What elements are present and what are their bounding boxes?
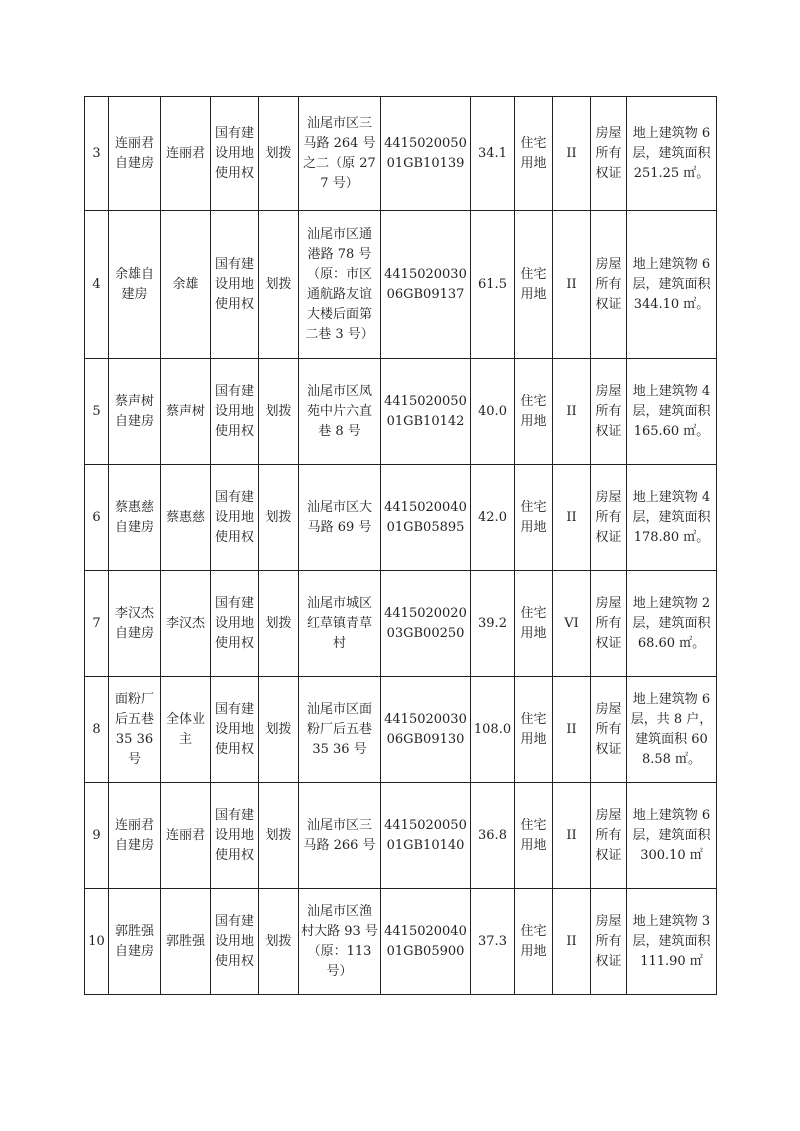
certificate-cell: 房屋所有权证 — [591, 359, 627, 465]
land-records-table — [84, 96, 717, 995]
supply-method-cell: 划拨 — [259, 465, 299, 571]
grade-cell: II — [553, 677, 591, 783]
table-row — [85, 97, 717, 211]
seq-cell: 3 — [85, 97, 109, 211]
land-use-cell: 住宅用地 — [515, 465, 553, 571]
right-type-cell: 国有建设用地使用权 — [211, 465, 259, 571]
building-description-cell: 地上建筑物 3 层，建筑面积 111.90 ㎡ — [627, 889, 717, 995]
area-cell: 36.8 — [471, 783, 515, 889]
location-cell: 汕尾市区三马路 266 号 — [299, 783, 381, 889]
supply-method-cell: 划拨 — [259, 571, 299, 677]
building-description-cell: 地上建筑物 6 层，建筑面积 300.10 ㎡ — [627, 783, 717, 889]
right-type-cell: 国有建设用地使用权 — [211, 97, 259, 211]
certificate-cell: 房屋所有权证 — [591, 889, 627, 995]
certificate-cell: 房屋所有权证 — [591, 465, 627, 571]
land-use-cell: 住宅用地 — [515, 359, 553, 465]
project-name-cell: 连丽君自建房 — [109, 783, 161, 889]
seq-cell: 7 — [85, 571, 109, 677]
owner-cell: 连丽君 — [161, 783, 211, 889]
owner-cell: 全体业主 — [161, 677, 211, 783]
location-cell: 汕尾市区渔村大路 93 号（原：113 号） — [299, 889, 381, 995]
building-description-cell: 地上建筑物 6 层，建筑面积 251.25 ㎡。 — [627, 97, 717, 211]
area-cell: 42.0 — [471, 465, 515, 571]
table-row — [85, 211, 717, 359]
project-name-cell: 余雄自建房 — [109, 211, 161, 359]
parcel-code-cell: 441502005001GB10142 — [381, 359, 471, 465]
project-name-cell: 郭胜强自建房 — [109, 889, 161, 995]
right-type-cell: 国有建设用地使用权 — [211, 677, 259, 783]
project-name-cell: 面粉厂后五巷 35 36 号 — [109, 677, 161, 783]
right-type-cell: 国有建设用地使用权 — [211, 359, 259, 465]
parcel-code-cell: 441502005001GB10140 — [381, 783, 471, 889]
supply-method-cell: 划拨 — [259, 359, 299, 465]
seq-cell: 8 — [85, 677, 109, 783]
supply-method-cell: 划拨 — [259, 677, 299, 783]
grade-cell: II — [553, 889, 591, 995]
supply-method-cell: 划拨 — [259, 889, 299, 995]
grade-cell: II — [553, 465, 591, 571]
certificate-cell: 房屋所有权证 — [591, 97, 627, 211]
owner-cell: 蔡声树 — [161, 359, 211, 465]
project-name-cell: 李汉杰自建房 — [109, 571, 161, 677]
owner-cell: 蔡惠慈 — [161, 465, 211, 571]
grade-cell: II — [553, 359, 591, 465]
supply-method-cell: 划拨 — [259, 97, 299, 211]
table-row — [85, 571, 717, 677]
parcel-code-cell: 441502003006GB09137 — [381, 211, 471, 359]
certificate-cell: 房屋所有权证 — [591, 571, 627, 677]
right-type-cell: 国有建设用地使用权 — [211, 889, 259, 995]
parcel-code-cell: 441502004001GB05895 — [381, 465, 471, 571]
location-cell: 汕尾市区大马路 69 号 — [299, 465, 381, 571]
land-use-cell: 住宅用地 — [515, 783, 553, 889]
project-name-cell: 蔡声树自建房 — [109, 359, 161, 465]
area-cell: 40.0 — [471, 359, 515, 465]
table-row — [85, 677, 717, 783]
owner-cell: 李汉杰 — [161, 571, 211, 677]
location-cell: 汕尾市城区红草镇青草村 — [299, 571, 381, 677]
table-row — [85, 465, 717, 571]
building-description-cell: 地上建筑物 6 层，共 8 户，建筑面积 608.58 ㎡。 — [627, 677, 717, 783]
project-name-cell: 连丽君自建房 — [109, 97, 161, 211]
supply-method-cell: 划拨 — [259, 211, 299, 359]
certificate-cell: 房屋所有权证 — [591, 677, 627, 783]
table-row — [85, 359, 717, 465]
land-use-cell: 住宅用地 — [515, 97, 553, 211]
location-cell: 汕尾市区通港路 78 号（原：市区通航路友谊大楼后面第二巷 3 号） — [299, 211, 381, 359]
area-cell: 39.2 — [471, 571, 515, 677]
seq-cell: 5 — [85, 359, 109, 465]
right-type-cell: 国有建设用地使用权 — [211, 211, 259, 359]
land-use-cell: 住宅用地 — [515, 571, 553, 677]
owner-cell: 余雄 — [161, 211, 211, 359]
building-description-cell: 地上建筑物 4 层，建筑面积 178.80 ㎡。 — [627, 465, 717, 571]
grade-cell: II — [553, 97, 591, 211]
certificate-cell: 房屋所有权证 — [591, 783, 627, 889]
area-cell: 37.3 — [471, 889, 515, 995]
seq-cell: 9 — [85, 783, 109, 889]
seq-cell: 4 — [85, 211, 109, 359]
location-cell: 汕尾市区凤苑中片六直巷 8 号 — [299, 359, 381, 465]
seq-cell: 10 — [85, 889, 109, 995]
area-cell: 108.0 — [471, 677, 515, 783]
building-description-cell: 地上建筑物 2 层，建筑面积 68.60 ㎡。 — [627, 571, 717, 677]
project-name-cell: 蔡惠慈自建房 — [109, 465, 161, 571]
location-cell: 汕尾市区三马路 264 号之二（原 277 号） — [299, 97, 381, 211]
owner-cell: 郭胜强 — [161, 889, 211, 995]
grade-cell: II — [553, 783, 591, 889]
supply-method-cell: 划拨 — [259, 783, 299, 889]
right-type-cell: 国有建设用地使用权 — [211, 783, 259, 889]
seq-cell: 6 — [85, 465, 109, 571]
table-row — [85, 889, 717, 995]
parcel-code-cell: 441502003006GB09130 — [381, 677, 471, 783]
land-use-cell: 住宅用地 — [515, 211, 553, 359]
owner-cell: 连丽君 — [161, 97, 211, 211]
parcel-code-cell: 441502002003GB00250 — [381, 571, 471, 677]
table-row — [85, 783, 717, 889]
parcel-code-cell: 441502004001GB05900 — [381, 889, 471, 995]
grade-cell: VI — [553, 571, 591, 677]
certificate-cell: 房屋所有权证 — [591, 211, 627, 359]
area-cell: 61.5 — [471, 211, 515, 359]
building-description-cell: 地上建筑物 6 层，建筑面积 344.10 ㎡。 — [627, 211, 717, 359]
land-use-cell: 住宅用地 — [515, 889, 553, 995]
area-cell: 34.1 — [471, 97, 515, 211]
grade-cell: II — [553, 211, 591, 359]
location-cell: 汕尾市区面粉厂后五巷 35 36 号 — [299, 677, 381, 783]
right-type-cell: 国有建设用地使用权 — [211, 571, 259, 677]
building-description-cell: 地上建筑物 4 层，建筑面积 165.60 ㎡。 — [627, 359, 717, 465]
land-use-cell: 住宅用地 — [515, 677, 553, 783]
parcel-code-cell: 441502005001GB10139 — [381, 97, 471, 211]
